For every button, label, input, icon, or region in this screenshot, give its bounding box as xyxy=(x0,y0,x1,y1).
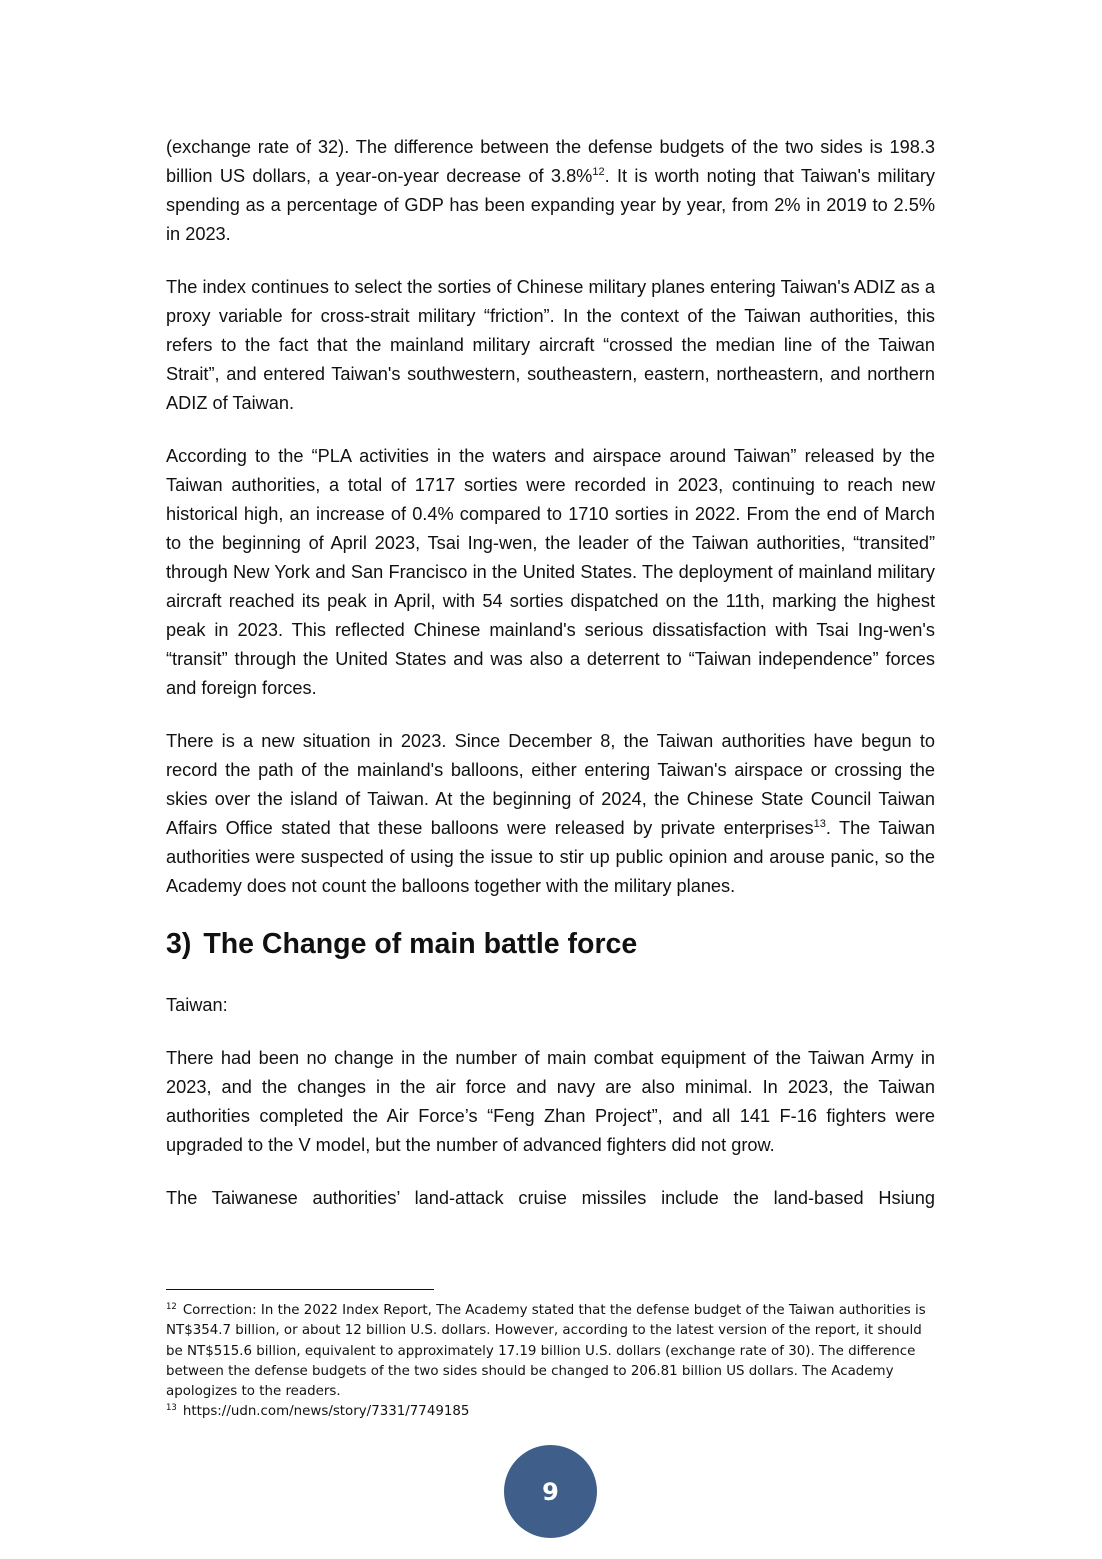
paragraph-budget xyxy=(166,133,935,249)
page-number: 9 xyxy=(542,1477,559,1506)
paragraph-cruise-missiles: The Taiwanese authorities’ land-attack cruise missiles include the land-based Hsiung xyxy=(166,1188,935,1208)
section-heading xyxy=(166,927,935,961)
footnote-13 xyxy=(166,1402,935,1422)
main-content xyxy=(166,133,935,1213)
footnote-number-12: 12 xyxy=(166,1301,177,1312)
paragraph-pla-activities: According to the “PLA activities in the waters and airspace around Taiwan” released by the Taiwan authorities, a total of 1717 sorties were recorded in 2023, continuing to reach new historical high, an increase of 0.4% compared to 1710 sorties in 2022. From the end of March to the beginning of April 2023, Tsai Ing-wen, the leader of the Taiwan authorities, “transited” through New York and San Francisco in the United States. The deployment of mainland military aircraft reached its peak in April, with 54 sorties dispatched on the 11th, marking the highest peak in 2023. This reflected Chinese mainland's serious dissatisfaction with Tsai Ing-wen's “transit” through the United States and was also a deterrent to “Taiwan independence” forces and foreign forces. xyxy=(166,446,935,698)
paragraph-main-combat: There had been no change in the number of main combat equipment of the Taiwan Army in 2023, and the changes in the air force and navy are also minimal. In 2023, the Taiwan authorities completed the Air Force’s “Feng Zhan Project”, and all 141 F-16 fighters were upgraded to the V model, but the number of advanced fighters did not grow. xyxy=(166,1048,935,1155)
footnote-12 xyxy=(166,1301,935,1402)
subheading-taiwan: Taiwan: xyxy=(166,995,228,1015)
footnote-number-13: 13 xyxy=(166,1403,177,1414)
paragraph-balloons-text-b: . The Taiwan authorities were suspected of using the issue to stir up public opinion and arouse panic, so the Academy does not count the balloons together with the military planes. xyxy=(166,818,935,896)
paragraph-balloons xyxy=(166,727,935,901)
footnote-link-13[interactable]: https://udn.com/news/story/7331/7749185 xyxy=(182,1404,470,1420)
paragraph-budget-text-a: (exchange rate of 32). The difference between the defense budgets of the two sides is 198.3 billion US dollars, a year-on-year decrease of 3.8% xyxy=(166,137,935,186)
footnote-text-12: Correction: In the 2022 Index Report, The Academy stated that the defense budget of the Taiwan authorities is NT$354.7 billion, or about 12 billion U.S. dollars. However, according to the latest version of the report, it should be NT$515.6 billion, equivalent to approximately 17.19 billion U.S. dollars (exchange rate of 30). The difference between the defense budgets of the two sides should be changed to 206.81 billion US dollars. The Academy apologizes to the readers. xyxy=(166,1303,926,1400)
paragraph-balloons-text-a: There is a new situation in 2023. Since December 8, the Taiwan authorities have begun to record the path of the mainland's balloons, either entering Taiwan's airspace or crossing the skies over the island of Taiwan. At the beginning of 2024, the Chinese State Council Taiwan Affairs Office stated that these balloons were released by private enterprises xyxy=(166,731,935,838)
paragraph-adiz: The index continues to select the sorties of Chinese military planes entering Taiwan's ADIZ as a proxy variable for cross-strait military “friction”. In the context of the Taiwan authorities, this refers to the fact that the mainland military aircraft “crossed the median line of the Taiwan Strait”, and entered Taiwan's southwestern, southeastern, eastern, northeastern, and northern ADIZ of Taiwan. xyxy=(166,277,935,413)
footnotes xyxy=(166,1301,935,1423)
paragraph-budget-text-b: . It is worth noting that Taiwan's military spending as a percentage of GDP has been expanding year by year, from 2% in 2019 to 2.5% in 2023. xyxy=(166,166,935,244)
footnote-divider xyxy=(166,1289,434,1290)
section-title: The Change of main battle force xyxy=(203,928,638,960)
section-number: 3) xyxy=(166,928,192,960)
page-number-badge xyxy=(504,1445,597,1538)
footnote-ref-13[interactable]: 13 xyxy=(813,817,826,830)
footnote-ref-12[interactable]: 12 xyxy=(592,165,605,178)
